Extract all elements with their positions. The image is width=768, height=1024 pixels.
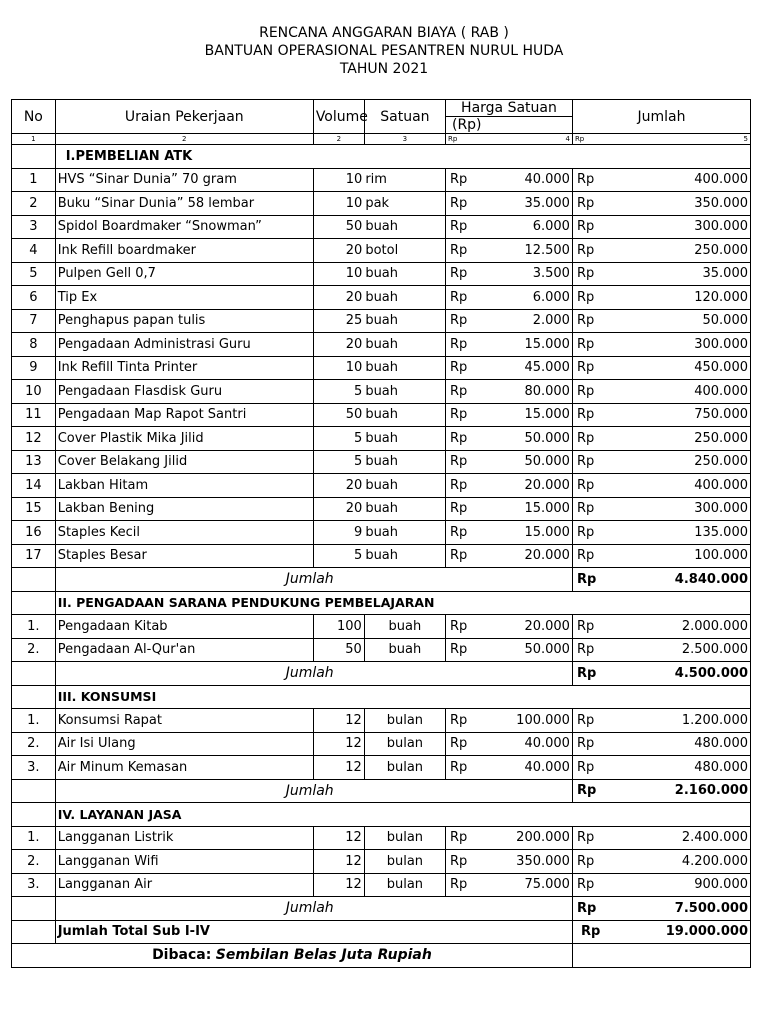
item-jumlah: 300.000: [594, 333, 750, 357]
item-harga: 40.000: [467, 168, 572, 192]
item-jumlah: 300.000: [594, 215, 750, 239]
item-harga-currency: Rp: [445, 192, 467, 216]
item-jumlah: 2.400.000: [594, 826, 750, 850]
item-satuan: buah: [364, 380, 445, 404]
table-row: [12, 709, 751, 733]
item-volume: 10: [313, 168, 364, 192]
item-jumlah-currency: Rp: [572, 286, 594, 310]
item-jumlah-currency: Rp: [572, 450, 594, 474]
item-harga-currency: Rp: [445, 497, 467, 521]
section-total-label: Jumlah: [55, 779, 572, 803]
item-harga: 15.000: [467, 521, 572, 545]
table-row: [12, 168, 751, 192]
item-no: 15: [12, 497, 56, 521]
item-volume: 12: [313, 732, 364, 756]
item-harga-currency: Rp: [445, 215, 467, 239]
item-uraian: Pulpen Gell 0,7: [55, 262, 313, 286]
item-jumlah-currency: Rp: [572, 732, 594, 756]
section-total-label: Jumlah: [55, 897, 572, 921]
item-jumlah-currency: Rp: [572, 262, 594, 286]
item-harga: 20.000: [467, 544, 572, 568]
item-satuan: bulan: [364, 826, 445, 850]
item-jumlah: 2.500.000: [594, 638, 750, 662]
table-row: [12, 850, 751, 874]
total-no-cell: [12, 779, 56, 803]
item-uraian: Pengadaan Administrasi Guru: [55, 333, 313, 357]
item-uraian: Pengadaan Kitab: [55, 615, 313, 639]
item-uraian: Lakban Bening: [55, 497, 313, 521]
dibaca-cell: [12, 944, 573, 968]
item-jumlah: 250.000: [594, 427, 750, 451]
header-harga-unit: (Rp): [451, 117, 482, 133]
header-row: [12, 100, 751, 134]
header-volume: Volume: [313, 100, 364, 134]
colnum-jumlah: 5: [594, 134, 750, 145]
item-volume: 10: [313, 192, 364, 216]
item-satuan: buah: [364, 262, 445, 286]
item-harga: 20.000: [467, 615, 572, 639]
item-volume: 20: [313, 497, 364, 521]
section-total-currency: Rp: [572, 662, 594, 686]
item-jumlah-currency: Rp: [572, 356, 594, 380]
item-harga: 40.000: [467, 756, 572, 780]
item-jumlah-currency: Rp: [572, 521, 594, 545]
item-uraian: Air Isi Ulang: [55, 732, 313, 756]
item-jumlah: 400.000: [594, 168, 750, 192]
item-volume: 12: [313, 826, 364, 850]
item-uraian: Langganan Wifi: [55, 850, 313, 874]
item-harga: 6.000: [467, 215, 572, 239]
header-harga-satuan: [445, 100, 572, 134]
item-jumlah: 135.000: [594, 521, 750, 545]
table-row: [12, 286, 751, 310]
item-no: 16: [12, 521, 56, 545]
table-row: [12, 873, 751, 897]
grand-total-no-cell: [12, 920, 56, 944]
item-jumlah-currency: Rp: [572, 403, 594, 427]
item-jumlah-currency: Rp: [572, 380, 594, 404]
item-jumlah-currency: Rp: [572, 333, 594, 357]
item-no: 2.: [12, 638, 56, 662]
table-row: [12, 497, 751, 521]
item-harga: 75.000: [467, 873, 572, 897]
grand-total-row: [12, 920, 751, 944]
header-harga-label: Harga Satuan: [446, 100, 572, 117]
table-row: [12, 309, 751, 333]
item-uraian: Langganan Air: [55, 873, 313, 897]
item-no: 13: [12, 450, 56, 474]
item-jumlah: 350.000: [594, 192, 750, 216]
item-satuan: buah: [364, 403, 445, 427]
item-jumlah: 480.000: [594, 732, 750, 756]
item-uraian: Pengadaan Flasdisk Guru: [55, 380, 313, 404]
table-row: [12, 333, 751, 357]
item-jumlah-currency: Rp: [572, 239, 594, 263]
item-jumlah: 900.000: [594, 873, 750, 897]
doc-title-line2: BANTUAN OPERASIONAL PESANTREN NURUL HUDA: [204, 43, 564, 59]
item-jumlah-currency: Rp: [572, 544, 594, 568]
table-row: [12, 450, 751, 474]
item-uraian: Lakban Hitam: [55, 474, 313, 498]
grand-total-value: 19.000.000: [594, 920, 750, 944]
item-no: 8: [12, 333, 56, 357]
item-harga-currency: Rp: [445, 615, 467, 639]
item-uraian: Konsumsi Rapat: [55, 709, 313, 733]
item-no: 4: [12, 239, 56, 263]
item-volume: 5: [313, 450, 364, 474]
table-row: [12, 215, 751, 239]
section-total-value: 4.500.000: [594, 662, 750, 686]
item-volume: 12: [313, 709, 364, 733]
item-satuan: bulan: [364, 732, 445, 756]
item-no: 3.: [12, 873, 56, 897]
item-jumlah-currency: Rp: [572, 638, 594, 662]
item-harga-currency: Rp: [445, 850, 467, 874]
item-volume: 25: [313, 309, 364, 333]
item-jumlah-currency: Rp: [572, 873, 594, 897]
item-harga: 35.000: [467, 192, 572, 216]
item-volume: 12: [313, 850, 364, 874]
item-satuan: botol: [364, 239, 445, 263]
section-total-value: 7.500.000: [594, 897, 750, 921]
item-harga-currency: Rp: [445, 873, 467, 897]
table-row: [12, 826, 751, 850]
item-no: 1.: [12, 709, 56, 733]
section-title-row: [12, 803, 751, 827]
item-uraian: HVS “Sinar Dunia” 70 gram: [55, 168, 313, 192]
item-jumlah-currency: Rp: [572, 474, 594, 498]
item-harga: 45.000: [467, 356, 572, 380]
item-volume: 20: [313, 333, 364, 357]
item-volume: 20: [313, 474, 364, 498]
section-title: III. KONSUMSI: [55, 685, 750, 709]
grand-total-label: Jumlah Total Sub I-IV: [55, 920, 572, 944]
item-no: 5: [12, 262, 56, 286]
item-harga: 6.000: [467, 286, 572, 310]
table-row: [12, 756, 751, 780]
item-no: 2: [12, 192, 56, 216]
item-no: 2.: [12, 732, 56, 756]
item-jumlah-currency: Rp: [572, 309, 594, 333]
item-volume: 10: [313, 356, 364, 380]
table-row: [12, 380, 751, 404]
item-no: 10: [12, 380, 56, 404]
item-no: 9: [12, 356, 56, 380]
item-volume: 50: [313, 215, 364, 239]
item-jumlah: 300.000: [594, 497, 750, 521]
item-no: 3.: [12, 756, 56, 780]
total-no-cell: [12, 568, 56, 592]
item-harga: 12.500: [467, 239, 572, 263]
item-satuan: buah: [364, 309, 445, 333]
total-no-cell: [12, 897, 56, 921]
item-uraian: Tip Ex: [55, 286, 313, 310]
table-row: [12, 239, 751, 263]
item-no: 7: [12, 309, 56, 333]
item-harga-currency: Rp: [445, 521, 467, 545]
item-jumlah: 100.000: [594, 544, 750, 568]
item-harga: 350.000: [467, 850, 572, 874]
item-jumlah: 50.000: [594, 309, 750, 333]
item-harga-currency: Rp: [445, 732, 467, 756]
item-harga-currency: Rp: [445, 403, 467, 427]
item-harga-currency: Rp: [445, 380, 467, 404]
item-uraian: Pengadaan Map Rapot Santri: [55, 403, 313, 427]
item-jumlah: 400.000: [594, 474, 750, 498]
item-jumlah-currency: Rp: [572, 168, 594, 192]
item-harga: 20.000: [467, 474, 572, 498]
item-no: 2.: [12, 850, 56, 874]
item-volume: 9: [313, 521, 364, 545]
item-harga: 50.000: [467, 638, 572, 662]
section-total-label: Jumlah: [55, 662, 572, 686]
item-uraian: Cover Plastik Mika Jilid: [55, 427, 313, 451]
colnum-jumlah-rp: Rp: [572, 134, 594, 145]
section-total-row: [12, 897, 751, 921]
item-uraian: Staples Kecil: [55, 521, 313, 545]
item-no: 1.: [12, 826, 56, 850]
item-jumlah: 400.000: [594, 380, 750, 404]
item-harga-currency: Rp: [445, 450, 467, 474]
item-uraian: Air Minum Kemasan: [55, 756, 313, 780]
item-harga: 80.000: [467, 380, 572, 404]
item-harga-currency: Rp: [445, 427, 467, 451]
item-jumlah-currency: Rp: [572, 615, 594, 639]
item-jumlah-currency: Rp: [572, 427, 594, 451]
section-total-label: Jumlah: [55, 568, 572, 592]
item-satuan: pak: [364, 192, 445, 216]
dibaca-value: Sembilan Belas Juta Rupiah: [215, 947, 432, 964]
item-harga: 15.000: [467, 403, 572, 427]
item-uraian: Pengadaan Al-Qur'an: [55, 638, 313, 662]
item-satuan: buah: [364, 474, 445, 498]
header-jumlah: Jumlah: [572, 100, 750, 134]
item-jumlah: 35.000: [594, 262, 750, 286]
item-jumlah: 750.000: [594, 403, 750, 427]
section-title: II. PENGADAAN SARANA PENDUKUNG PEMBELAJARAN: [55, 591, 750, 615]
grand-total-currency: Rp: [572, 920, 594, 944]
item-harga: 100.000: [467, 709, 572, 733]
table-row: [12, 474, 751, 498]
table-row: [12, 638, 751, 662]
table-row: [12, 356, 751, 380]
section-title-row: [12, 685, 751, 709]
rab-table: [11, 99, 751, 968]
item-volume: 10: [313, 262, 364, 286]
item-satuan: bulan: [364, 873, 445, 897]
item-uraian: Cover Belakang Jilid: [55, 450, 313, 474]
item-uraian: Buku “Sinar Dunia” 58 lembar: [55, 192, 313, 216]
item-jumlah: 450.000: [594, 356, 750, 380]
item-harga-currency: Rp: [445, 709, 467, 733]
item-satuan: buah: [364, 497, 445, 521]
item-jumlah: 250.000: [594, 239, 750, 263]
item-jumlah: 2.000.000: [594, 615, 750, 639]
section-title-row: [12, 145, 751, 169]
colnum-harga-rp: Rp: [445, 134, 467, 145]
section-title: I.PEMBELIAN ATK: [55, 145, 750, 169]
item-volume: 12: [313, 756, 364, 780]
colnum-satuan: 3: [364, 134, 445, 145]
item-harga-currency: Rp: [445, 756, 467, 780]
item-satuan: bulan: [364, 850, 445, 874]
item-harga-currency: Rp: [445, 826, 467, 850]
item-no: 11: [12, 403, 56, 427]
colnum-no: 1: [12, 134, 56, 145]
item-harga-currency: Rp: [445, 638, 467, 662]
item-no: 1.: [12, 615, 56, 639]
item-harga: 2.000: [467, 309, 572, 333]
item-no: 6: [12, 286, 56, 310]
item-uraian: Spidol Boardmaker “Snowman”: [55, 215, 313, 239]
header-no: No: [12, 100, 56, 134]
table-row: [12, 544, 751, 568]
total-no-cell: [12, 662, 56, 686]
section-total-value: 4.840.000: [594, 568, 750, 592]
item-harga: 3.500: [467, 262, 572, 286]
item-no: 17: [12, 544, 56, 568]
item-uraian: Ink Refill Tinta Printer: [55, 356, 313, 380]
section-no-cell: [12, 591, 56, 615]
section-total-currency: Rp: [572, 779, 594, 803]
dibaca-label: Dibaca:: [152, 947, 212, 964]
item-volume: 5: [313, 427, 364, 451]
item-harga-currency: Rp: [445, 309, 467, 333]
item-volume: 50: [313, 403, 364, 427]
item-jumlah: 120.000: [594, 286, 750, 310]
item-volume: 20: [313, 239, 364, 263]
section-no-cell: [12, 145, 56, 169]
section-no-cell: [12, 803, 56, 827]
item-no: 1: [12, 168, 56, 192]
item-jumlah-currency: Rp: [572, 215, 594, 239]
item-jumlah-currency: Rp: [572, 192, 594, 216]
item-harga-currency: Rp: [445, 544, 467, 568]
section-total-row: [12, 662, 751, 686]
item-satuan: buah: [364, 356, 445, 380]
item-satuan: buah: [364, 427, 445, 451]
item-volume: 20: [313, 286, 364, 310]
item-satuan: rim: [364, 168, 445, 192]
doc-title-line1: RENCANA ANGGARAN BIAYA ( RAB ): [259, 25, 509, 41]
item-harga: 15.000: [467, 333, 572, 357]
item-uraian: Langganan Listrik: [55, 826, 313, 850]
section-title-row: [12, 591, 751, 615]
item-harga-currency: Rp: [445, 262, 467, 286]
item-harga: 40.000: [467, 732, 572, 756]
item-harga: 50.000: [467, 450, 572, 474]
section-total-row: [12, 779, 751, 803]
item-uraian: Penghapus papan tulis: [55, 309, 313, 333]
item-satuan: bulan: [364, 709, 445, 733]
item-jumlah: 480.000: [594, 756, 750, 780]
item-harga-currency: Rp: [445, 474, 467, 498]
item-harga: 15.000: [467, 497, 572, 521]
item-satuan: buah: [364, 544, 445, 568]
dibaca-empty-cell: [572, 944, 750, 968]
item-harga-currency: Rp: [445, 239, 467, 263]
section-title: IV. LAYANAN JASA: [55, 803, 750, 827]
colnum-uraian: 2: [55, 134, 313, 145]
doc-title-line3: TAHUN 2021: [339, 61, 429, 77]
colnum-volume: 2: [313, 134, 364, 145]
table-row: [12, 732, 751, 756]
table-row: [12, 615, 751, 639]
section-total-currency: Rp: [572, 568, 594, 592]
item-jumlah: 4.200.000: [594, 850, 750, 874]
item-harga-currency: Rp: [445, 286, 467, 310]
item-volume: 5: [313, 380, 364, 404]
item-uraian: Ink Refill boardmaker: [55, 239, 313, 263]
item-harga-currency: Rp: [445, 333, 467, 357]
dibaca-row: [12, 944, 751, 968]
item-uraian: Staples Besar: [55, 544, 313, 568]
item-satuan: buah: [364, 215, 445, 239]
item-jumlah-currency: Rp: [572, 850, 594, 874]
table-row: [12, 192, 751, 216]
section-total-row: [12, 568, 751, 592]
item-satuan: buah: [364, 286, 445, 310]
item-harga: 200.000: [467, 826, 572, 850]
item-satuan: buah: [364, 615, 445, 639]
item-jumlah: 1.200.000: [594, 709, 750, 733]
item-no: 3: [12, 215, 56, 239]
item-jumlah-currency: Rp: [572, 826, 594, 850]
item-volume: 5: [313, 544, 364, 568]
item-no: 12: [12, 427, 56, 451]
section-total-currency: Rp: [572, 897, 594, 921]
item-satuan: bulan: [364, 756, 445, 780]
item-jumlah: 250.000: [594, 450, 750, 474]
item-volume: 12: [313, 873, 364, 897]
section-no-cell: [12, 685, 56, 709]
table-row: [12, 521, 751, 545]
item-satuan: buah: [364, 450, 445, 474]
header-uraian: Uraian Pekerjaan: [55, 100, 313, 134]
table-row: [12, 427, 751, 451]
item-jumlah-currency: Rp: [572, 756, 594, 780]
item-jumlah-currency: Rp: [572, 497, 594, 521]
item-satuan: buah: [364, 638, 445, 662]
item-harga-currency: Rp: [445, 356, 467, 380]
item-jumlah-currency: Rp: [572, 709, 594, 733]
table-row: [12, 262, 751, 286]
section-total-value: 2.160.000: [594, 779, 750, 803]
item-harga-currency: Rp: [445, 168, 467, 192]
colnum-harga: 4: [467, 134, 572, 145]
item-satuan: buah: [364, 333, 445, 357]
header-satuan: Satuan: [364, 100, 445, 134]
item-no: 14: [12, 474, 56, 498]
item-harga: 50.000: [467, 427, 572, 451]
item-satuan: buah: [364, 521, 445, 545]
item-volume: 50: [313, 638, 364, 662]
item-volume: 100: [313, 615, 364, 639]
table-row: [12, 403, 751, 427]
column-number-row: [12, 134, 751, 145]
